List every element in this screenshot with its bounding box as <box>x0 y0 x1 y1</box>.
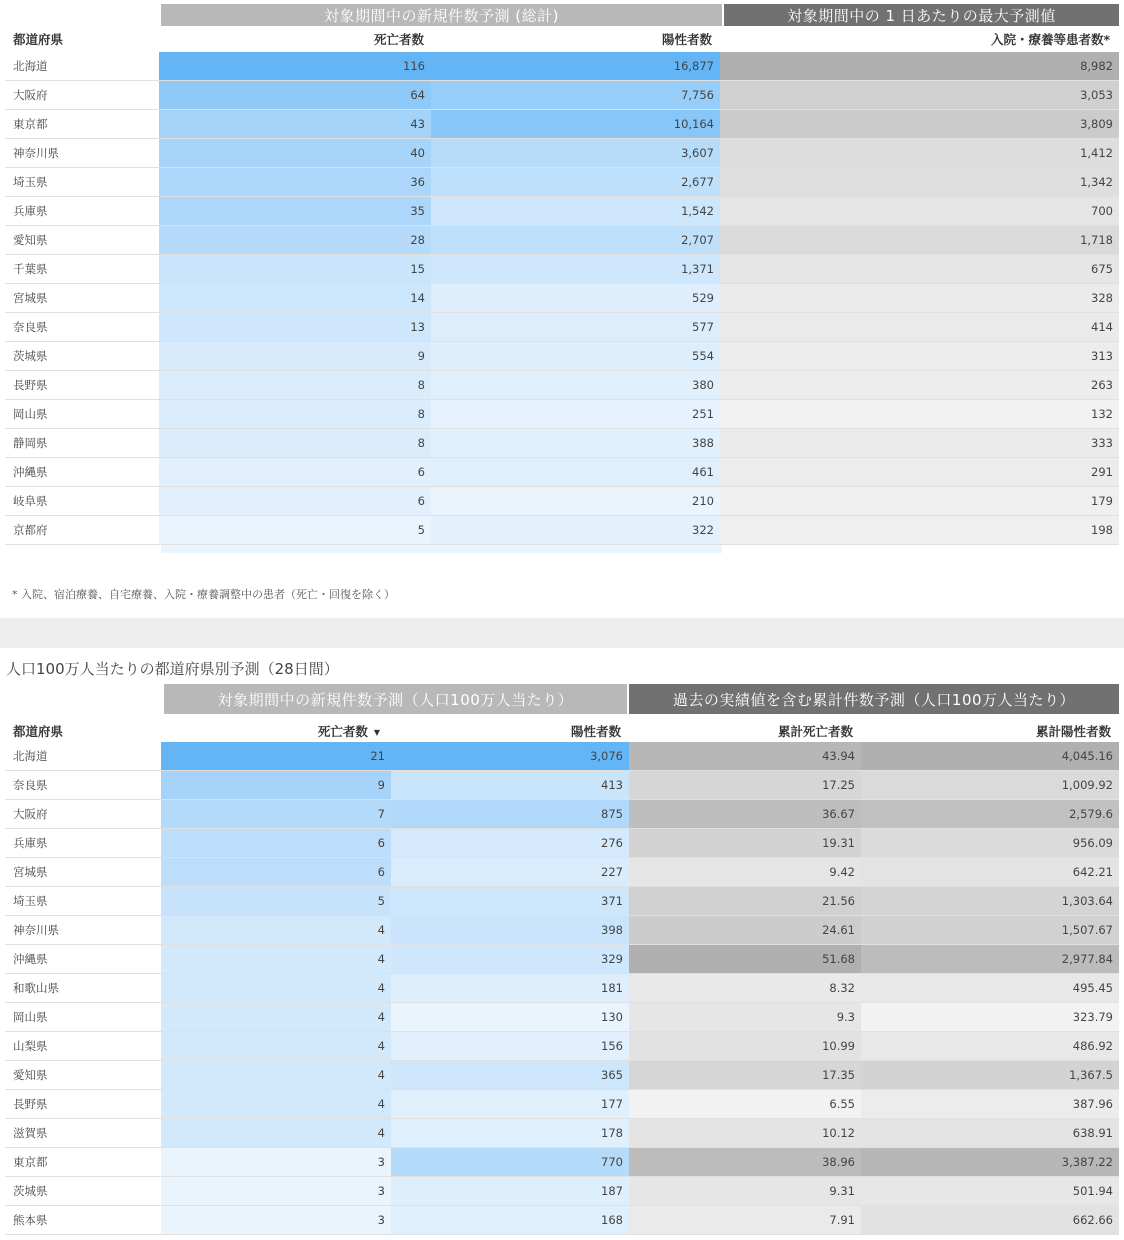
cell-positives: 156 <box>391 1032 629 1060</box>
cell-hospitalized: 333 <box>720 429 1119 457</box>
cell-prefecture: 岡山県 <box>13 407 48 421</box>
table-row[interactable] <box>0 800 1124 829</box>
cell-positives: 577 <box>431 313 720 341</box>
cell-cumulative-deaths: 51.68 <box>629 945 861 973</box>
cell-deaths: 6 <box>161 829 391 857</box>
cell-positives: 168 <box>391 1206 629 1234</box>
table-row[interactable] <box>0 255 1124 284</box>
table-row[interactable] <box>0 945 1124 974</box>
cell-cumulative-positives: 387.96 <box>861 1090 1119 1118</box>
table-row[interactable] <box>0 81 1124 110</box>
table-row[interactable] <box>0 487 1124 516</box>
cell-positives: 1,371 <box>431 255 720 283</box>
cell-hospitalized: 1,342 <box>720 168 1119 196</box>
cell-deaths: 21 <box>161 742 391 770</box>
cell-positives: 210 <box>431 487 720 515</box>
cell-hospitalized: 3,053 <box>720 81 1119 109</box>
section-divider <box>0 618 1124 648</box>
cell-prefecture: 沖縄県 <box>13 465 48 479</box>
cell-cumulative-positives: 323.79 <box>861 1003 1119 1031</box>
cell-prefecture: 北海道 <box>13 749 48 763</box>
column-header-deaths-label: 死亡者数 <box>317 724 368 739</box>
cell-positives: 371 <box>391 887 629 915</box>
group-header-cumulative-per-million: 過去の実績値を含む累計件数予測（人口100万人当たり） <box>629 684 1119 714</box>
cell-deaths: 6 <box>161 858 391 886</box>
group-header-new-cases-per-million: 対象期間中の新規件数予測（人口100万人当たり） <box>164 684 627 714</box>
table-row[interactable] <box>0 1206 1124 1235</box>
cell-deaths: 4 <box>161 1003 391 1031</box>
cell-positives: 875 <box>391 800 629 828</box>
table-row[interactable] <box>0 742 1124 771</box>
cell-cumulative-positives: 2,977.84 <box>861 945 1119 973</box>
cell-prefecture: 岡山県 <box>13 1010 48 1024</box>
forecast-total-table <box>0 0 1124 618</box>
cell-cumulative-positives: 3,387.22 <box>861 1148 1119 1176</box>
column-header-prefecture[interactable]: 都道府県 <box>13 724 64 739</box>
cell-positives: 16,877 <box>431 52 720 80</box>
cell-positives: 7,756 <box>431 81 720 109</box>
cell-positives: 1,542 <box>431 197 720 225</box>
table-row[interactable] <box>0 226 1124 255</box>
cell-deaths: 4 <box>161 1119 391 1147</box>
cell-cumulative-deaths: 17.35 <box>629 1061 861 1089</box>
cell-deaths: 6 <box>159 487 431 515</box>
cell-deaths: 43 <box>159 110 431 138</box>
cell-positives: 187 <box>391 1177 629 1205</box>
cell-cumulative-positives: 501.94 <box>861 1177 1119 1205</box>
table-row[interactable] <box>0 52 1124 81</box>
cell-prefecture: 東京都 <box>13 1155 48 1169</box>
footnote: * 入院、宿泊療養、自宅療養、入院・療養調整中の患者（死亡・回復を除く） <box>12 588 395 601</box>
cell-deaths: 4 <box>161 974 391 1002</box>
cell-positives: 2,677 <box>431 168 720 196</box>
cell-positives: 3,607 <box>431 139 720 167</box>
cell-prefecture: 奈良県 <box>13 320 48 334</box>
table-row[interactable] <box>0 168 1124 197</box>
cell-hospitalized: 313 <box>720 342 1119 370</box>
cell-positives: 529 <box>431 284 720 312</box>
cell-positives: 770 <box>391 1148 629 1176</box>
cell-prefecture: 埼玉県 <box>13 894 48 908</box>
cell-cumulative-positives: 662.66 <box>861 1206 1119 1234</box>
column-header-positives[interactable]: 陽性者数 <box>661 32 712 47</box>
column-header-deaths[interactable] <box>250 722 380 740</box>
cell-deaths: 15 <box>159 255 431 283</box>
cell-prefecture: 長野県 <box>13 1097 48 1111</box>
cell-hospitalized: 132 <box>720 400 1119 428</box>
cell-prefecture: 神奈川県 <box>13 146 59 160</box>
column-header-hospitalized[interactable]: 入院・療養等患者数* <box>990 32 1110 47</box>
cell-positives: 181 <box>391 974 629 1002</box>
cell-cumulative-deaths: 8.32 <box>629 974 861 1002</box>
cell-deaths: 13 <box>159 313 431 341</box>
cell-positives: 130 <box>391 1003 629 1031</box>
cell-positives: 380 <box>431 371 720 399</box>
cell-positives: 554 <box>431 342 720 370</box>
cell-deaths: 4 <box>161 1061 391 1089</box>
cell-cumulative-deaths: 21.56 <box>629 887 861 915</box>
cell-cumulative-positives: 638.91 <box>861 1119 1119 1147</box>
cell-cumulative-deaths: 10.99 <box>629 1032 861 1060</box>
cell-prefecture: 大阪府 <box>13 807 48 821</box>
cell-prefecture: 愛知県 <box>13 233 48 247</box>
cell-deaths: 4 <box>161 916 391 944</box>
cell-deaths: 14 <box>159 284 431 312</box>
column-header-positives[interactable]: 陽性者数 <box>570 724 621 739</box>
cell-positives: 365 <box>391 1061 629 1089</box>
cell-deaths: 5 <box>159 516 431 544</box>
table-row[interactable] <box>0 458 1124 487</box>
cell-prefecture: 静岡県 <box>13 436 48 450</box>
forecast-per-million-table <box>0 648 1124 1240</box>
table-row[interactable] <box>0 1061 1124 1090</box>
cell-cumulative-positives: 2,579.6 <box>861 800 1119 828</box>
cell-deaths: 36 <box>159 168 431 196</box>
cell-cumulative-positives: 1,009.92 <box>861 771 1119 799</box>
cell-hospitalized: 8,982 <box>720 52 1119 80</box>
cell-hospitalized: 263 <box>720 371 1119 399</box>
cell-prefecture: 奈良県 <box>13 778 48 792</box>
cell-prefecture: 沖縄県 <box>13 952 48 966</box>
column-header-cumulative-positives[interactable]: 累計陽性者数 <box>1035 724 1111 739</box>
table-row[interactable] <box>0 516 1124 545</box>
cell-prefecture: 山梨県 <box>13 1039 48 1053</box>
cell-prefecture: 兵庫県 <box>13 204 48 218</box>
cell-hospitalized: 1,412 <box>720 139 1119 167</box>
table-row[interactable] <box>0 887 1124 916</box>
row-divider <box>5 1234 1119 1235</box>
sort-desc-icon[interactable]: ▼ <box>373 728 380 737</box>
cell-prefecture: 和歌山県 <box>13 981 59 995</box>
cell-prefecture: 京都府 <box>13 523 48 537</box>
cell-positives: 413 <box>391 771 629 799</box>
cell-prefecture: 茨城県 <box>13 1184 48 1198</box>
cell-positives: 251 <box>431 400 720 428</box>
cell-cumulative-deaths: 17.25 <box>629 771 861 799</box>
cell-positives: 177 <box>391 1090 629 1118</box>
cell-cumulative-positives: 4,045.16 <box>861 742 1119 770</box>
cell-prefecture: 神奈川県 <box>13 923 59 937</box>
cell-deaths: 40 <box>159 139 431 167</box>
cell-cumulative-deaths: 36.67 <box>629 800 861 828</box>
cell-hospitalized: 328 <box>720 284 1119 312</box>
cell-positives: 276 <box>391 829 629 857</box>
cell-deaths: 9 <box>161 771 391 799</box>
cell-deaths: 3 <box>161 1206 391 1234</box>
table-row[interactable] <box>0 284 1124 313</box>
cell-positives: 329 <box>391 945 629 973</box>
cell-prefecture: 兵庫県 <box>13 836 48 850</box>
cell-cumulative-deaths: 7.91 <box>629 1206 861 1234</box>
cell-deaths: 5 <box>161 887 391 915</box>
cell-cumulative-positives: 956.09 <box>861 829 1119 857</box>
cell-deaths: 35 <box>159 197 431 225</box>
table-row[interactable] <box>0 139 1124 168</box>
cell-cumulative-deaths: 43.94 <box>629 742 861 770</box>
table-row[interactable] <box>0 197 1124 226</box>
cell-cumulative-deaths: 19.31 <box>629 829 861 857</box>
cell-hospitalized: 198 <box>720 516 1119 544</box>
cell-prefecture: 宮城県 <box>13 865 48 879</box>
cell-hospitalized: 675 <box>720 255 1119 283</box>
table-row[interactable] <box>0 1119 1124 1148</box>
column-header-cumulative-deaths[interactable]: 累計死亡者数 <box>777 724 853 739</box>
cell-deaths: 9 <box>159 342 431 370</box>
cell-hospitalized: 414 <box>720 313 1119 341</box>
cell-deaths: 4 <box>161 1090 391 1118</box>
cell-prefecture: 茨城県 <box>13 349 48 363</box>
cell-deaths: 7 <box>161 800 391 828</box>
table-row[interactable] <box>0 429 1124 458</box>
cell-prefecture: 大阪府 <box>13 88 48 102</box>
table-row[interactable] <box>0 342 1124 371</box>
cell-deaths: 8 <box>159 400 431 428</box>
cell-cumulative-deaths: 6.55 <box>629 1090 861 1118</box>
column-header-deaths[interactable]: 死亡者数 <box>373 32 424 47</box>
table-row[interactable] <box>0 1148 1124 1177</box>
cell-prefecture: 岐阜県 <box>13 494 48 508</box>
cell-positives: 2,707 <box>431 226 720 254</box>
cell-cumulative-deaths: 9.3 <box>629 1003 861 1031</box>
table-row[interactable] <box>0 916 1124 945</box>
table-row[interactable] <box>0 110 1124 139</box>
cell-prefecture: 長野県 <box>13 378 48 392</box>
cell-positives: 388 <box>431 429 720 457</box>
cell-deaths: 6 <box>159 458 431 486</box>
cell-positives: 461 <box>431 458 720 486</box>
table-row[interactable] <box>0 400 1124 429</box>
group-header-daily-max: 対象期間中の 1 日あたりの最大予測値 <box>724 4 1119 26</box>
cell-cumulative-positives: 1,303.64 <box>861 887 1119 915</box>
cell-positives: 398 <box>391 916 629 944</box>
cell-prefecture: 千葉県 <box>13 262 48 276</box>
cell-hospitalized: 179 <box>720 487 1119 515</box>
cell-deaths: 116 <box>159 52 431 80</box>
cell-prefecture: 宮城県 <box>13 291 48 305</box>
cell-deaths: 8 <box>159 371 431 399</box>
cell-prefecture: 熊本県 <box>13 1213 48 1227</box>
cell-deaths: 3 <box>161 1177 391 1205</box>
cell-cumulative-deaths: 9.42 <box>629 858 861 886</box>
cell-cumulative-positives: 1,367.5 <box>861 1061 1119 1089</box>
table-bottom-strip <box>161 545 722 553</box>
cell-positives: 322 <box>431 516 720 544</box>
table-row[interactable] <box>0 974 1124 1003</box>
table-row[interactable] <box>0 829 1124 858</box>
cell-positives: 3,076 <box>391 742 629 770</box>
column-header-prefecture[interactable]: 都道府県 <box>13 32 64 47</box>
cell-cumulative-positives: 642.21 <box>861 858 1119 886</box>
cell-cumulative-deaths: 9.31 <box>629 1177 861 1205</box>
cell-deaths: 64 <box>159 81 431 109</box>
cell-deaths: 28 <box>159 226 431 254</box>
table-row[interactable] <box>0 371 1124 400</box>
cell-prefecture: 東京都 <box>13 117 48 131</box>
group-header-new-cases: 対象期間中の新規件数予測 (総計) <box>161 4 722 26</box>
cell-positives: 178 <box>391 1119 629 1147</box>
table-row[interactable] <box>0 771 1124 800</box>
table-row[interactable] <box>0 1090 1124 1119</box>
cell-cumulative-positives: 486.92 <box>861 1032 1119 1060</box>
cell-hospitalized: 1,718 <box>720 226 1119 254</box>
cell-cumulative-deaths: 10.12 <box>629 1119 861 1147</box>
table-row[interactable] <box>0 1032 1124 1061</box>
cell-deaths: 3 <box>161 1148 391 1176</box>
cell-cumulative-positives: 1,507.67 <box>861 916 1119 944</box>
cell-hospitalized: 3,809 <box>720 110 1119 138</box>
cell-positives: 10,164 <box>431 110 720 138</box>
cell-prefecture: 北海道 <box>13 59 48 73</box>
cell-hospitalized: 700 <box>720 197 1119 225</box>
cell-prefecture: 埼玉県 <box>13 175 48 189</box>
section-title: 人口100万人当たりの都道府県別予測（28日間） <box>6 660 339 678</box>
cell-prefecture: 滋賀県 <box>13 1126 48 1140</box>
cell-deaths: 4 <box>161 945 391 973</box>
cell-prefecture: 愛知県 <box>13 1068 48 1082</box>
table-row[interactable] <box>0 313 1124 342</box>
table-row[interactable] <box>0 1177 1124 1206</box>
cell-deaths: 4 <box>161 1032 391 1060</box>
cell-hospitalized: 291 <box>720 458 1119 486</box>
table-row[interactable] <box>0 1003 1124 1032</box>
cell-positives: 227 <box>391 858 629 886</box>
cell-cumulative-deaths: 38.96 <box>629 1148 861 1176</box>
cell-cumulative-positives: 495.45 <box>861 974 1119 1002</box>
cell-deaths: 8 <box>159 429 431 457</box>
cell-cumulative-deaths: 24.61 <box>629 916 861 944</box>
table-row[interactable] <box>0 858 1124 887</box>
